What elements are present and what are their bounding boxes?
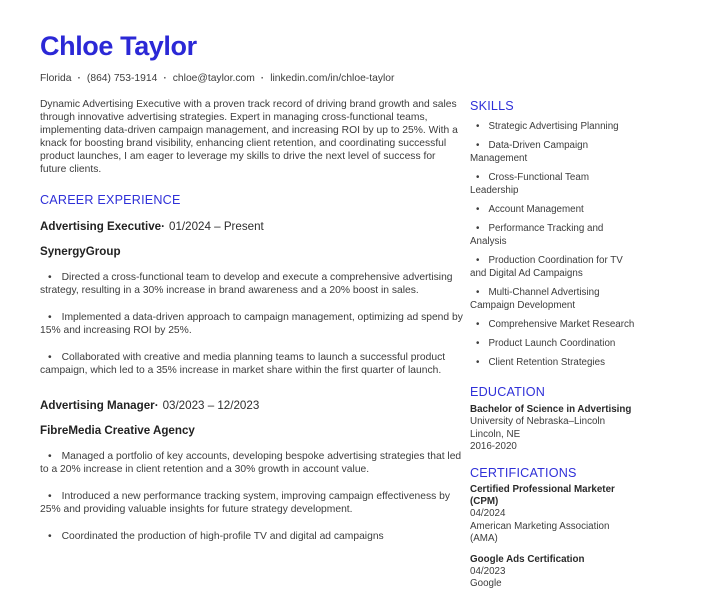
certifications-list — [470, 484, 638, 591]
title-date-separator: · — [161, 220, 166, 233]
job-bullet-text: Coordinated the production of high-profile TV and digital ad campaigns — [61, 531, 384, 542]
skill-text: Production Coordination for TV and Digital Ad Campaigns — [470, 255, 623, 279]
bullet-dot-icon: • — [476, 172, 480, 183]
job-bullet-list — [40, 271, 464, 377]
main-column — [40, 30, 464, 543]
job-bullet — [40, 271, 464, 297]
skill-item — [470, 356, 638, 369]
bullet-dot-icon: • — [476, 255, 480, 266]
contact-separator: · — [163, 73, 167, 84]
skill-item — [470, 318, 638, 331]
skill-item — [470, 254, 638, 280]
certification-entry — [470, 484, 638, 546]
bullet-dot-icon: • — [476, 287, 480, 298]
job-bullet — [40, 490, 464, 516]
company-name: SynergyGroup — [40, 245, 121, 258]
skill-item — [470, 222, 638, 248]
job-bullet-text: Collaborated with creative and media planning teams to launch a successful product campaign, which led to a 35% increase in market share within the first quarter of launch. — [40, 352, 446, 376]
company-name: FibreMedia Creative Agency — [40, 424, 195, 437]
job-bullet — [40, 311, 464, 337]
contact-line — [40, 72, 464, 85]
job-bullet — [40, 450, 464, 476]
job-title: Advertising Executive — [40, 220, 162, 233]
certification-date: 04/2023 — [470, 566, 506, 578]
person-name: Chloe Taylor — [40, 31, 197, 61]
skill-item — [470, 139, 638, 165]
skills-list — [470, 120, 638, 369]
skill-item — [470, 120, 638, 133]
contact-email: chloe@taylor.com — [172, 73, 255, 84]
job-bullet-truncated — [40, 530, 464, 543]
certification-issuer: Google — [470, 578, 502, 590]
bullet-dot-icon: • — [48, 531, 52, 542]
bullet-dot-icon: • — [476, 319, 480, 330]
certification-name: Certified Professional Marketer (CPM) — [470, 483, 615, 508]
contact-separator: · — [260, 73, 265, 84]
bullet-dot-icon: • — [476, 121, 480, 132]
certification-entry — [470, 554, 638, 591]
education-location: Lincoln, NE — [470, 428, 521, 440]
skill-text: Data-Driven Campaign Management — [470, 140, 589, 164]
contact-separator: · — [77, 73, 81, 84]
skill-text: Account Management — [488, 204, 584, 215]
bullet-dot-icon: • — [476, 140, 480, 151]
education-heading: EDUCATION — [470, 385, 546, 399]
bullet-dot-icon: • — [476, 204, 480, 215]
education-years: 2016-2020 — [470, 441, 517, 453]
job-dates: 01/2024 – Present — [169, 220, 264, 233]
skill-item — [470, 337, 638, 350]
job-entry-1 — [40, 220, 464, 377]
contact-linkedin: linkedin.com/in/chloe-taylor — [270, 73, 395, 84]
title-date-separator: · — [154, 399, 159, 412]
job-bullet-text: Directed a cross-functional team to develop and execute a comprehensive advertising strategy, resulting in a 30% increase in brand awareness and a 20% boost in sales. — [40, 272, 453, 296]
skill-text: Comprehensive Market Research — [488, 319, 635, 330]
bullet-dot-icon: • — [48, 491, 52, 502]
skill-item — [470, 203, 638, 216]
certification-date: 04/2024 — [470, 508, 506, 520]
skill-text: Client Retention Strategies — [488, 357, 605, 368]
job-entry-2 — [40, 399, 464, 543]
contact-location: Florida — [40, 73, 72, 84]
skill-text: Product Launch Coordination — [488, 338, 616, 349]
skill-item — [470, 286, 638, 312]
skill-text: Performance Tracking and Analysis — [470, 223, 604, 247]
career-experience-heading: CAREER EXPERIENCE — [40, 193, 181, 207]
certifications-heading: CERTIFICATIONS — [470, 465, 577, 480]
job-title-line — [40, 399, 464, 413]
contact-phone: (864) 753-1914 — [86, 73, 158, 84]
bullet-dot-icon: • — [476, 357, 480, 368]
certification-name: Google Ads Certification — [470, 553, 585, 565]
job-title-line — [40, 220, 464, 234]
education-entry — [470, 404, 638, 454]
skills-heading: SKILLS — [470, 99, 514, 113]
education-school: University of Nebraska–Lincoln — [470, 416, 606, 428]
skill-text: Strategic Advertising Planning — [488, 121, 619, 132]
bullet-dot-icon: • — [48, 272, 52, 283]
certification-issuer: American Marketing Association (AMA) — [470, 520, 610, 545]
job-bullet-list — [40, 450, 464, 543]
skill-text: Multi-Channel Advertising Campaign Development — [470, 287, 600, 311]
job-bullet-text: Introduced a new performance tracking system, improving campaign effectiveness by 25% and providing valuable insights for future strategy development. — [40, 491, 451, 515]
job-bullet-text: Managed a portfolio of key accounts, developing bespoke advertising strategies that led to a 20% increase in client retention and a 30% growth in account value. — [40, 451, 462, 475]
job-title: Advertising Manager — [40, 399, 155, 412]
bullet-dot-icon: • — [48, 312, 52, 323]
job-bullet — [40, 351, 464, 377]
sidebar-column — [470, 99, 638, 591]
bullet-dot-icon: • — [48, 352, 52, 363]
bullet-dot-icon: • — [476, 338, 480, 349]
job-bullet-text: Implemented a data-driven approach to campaign management, optimizing ad spend by 15% and increasing ROI by 25%. — [40, 312, 463, 336]
job-dates: 03/2023 – 12/2023 — [162, 399, 260, 412]
education-degree: Bachelor of Science in Advertising — [470, 404, 632, 415]
bullet-dot-icon: • — [476, 223, 480, 234]
skill-item — [470, 171, 638, 197]
bullet-dot-icon: • — [48, 451, 52, 462]
summary-paragraph: Dynamic Advertising Executive with a proven track record of driving brand growth and sales through innovative advertising strategies. Expert in managing cross-functional teams, implementing data-driven campaign management, and increasing ROI by up to 25%. With a knack for boosting brand visibility, enhancing client retention, and coordinating successful product launches, I am eager to leverage my skills to drive the next level of success for future clients. — [40, 99, 458, 175]
skill-text: Cross-Functional Team Leadership — [470, 172, 589, 196]
